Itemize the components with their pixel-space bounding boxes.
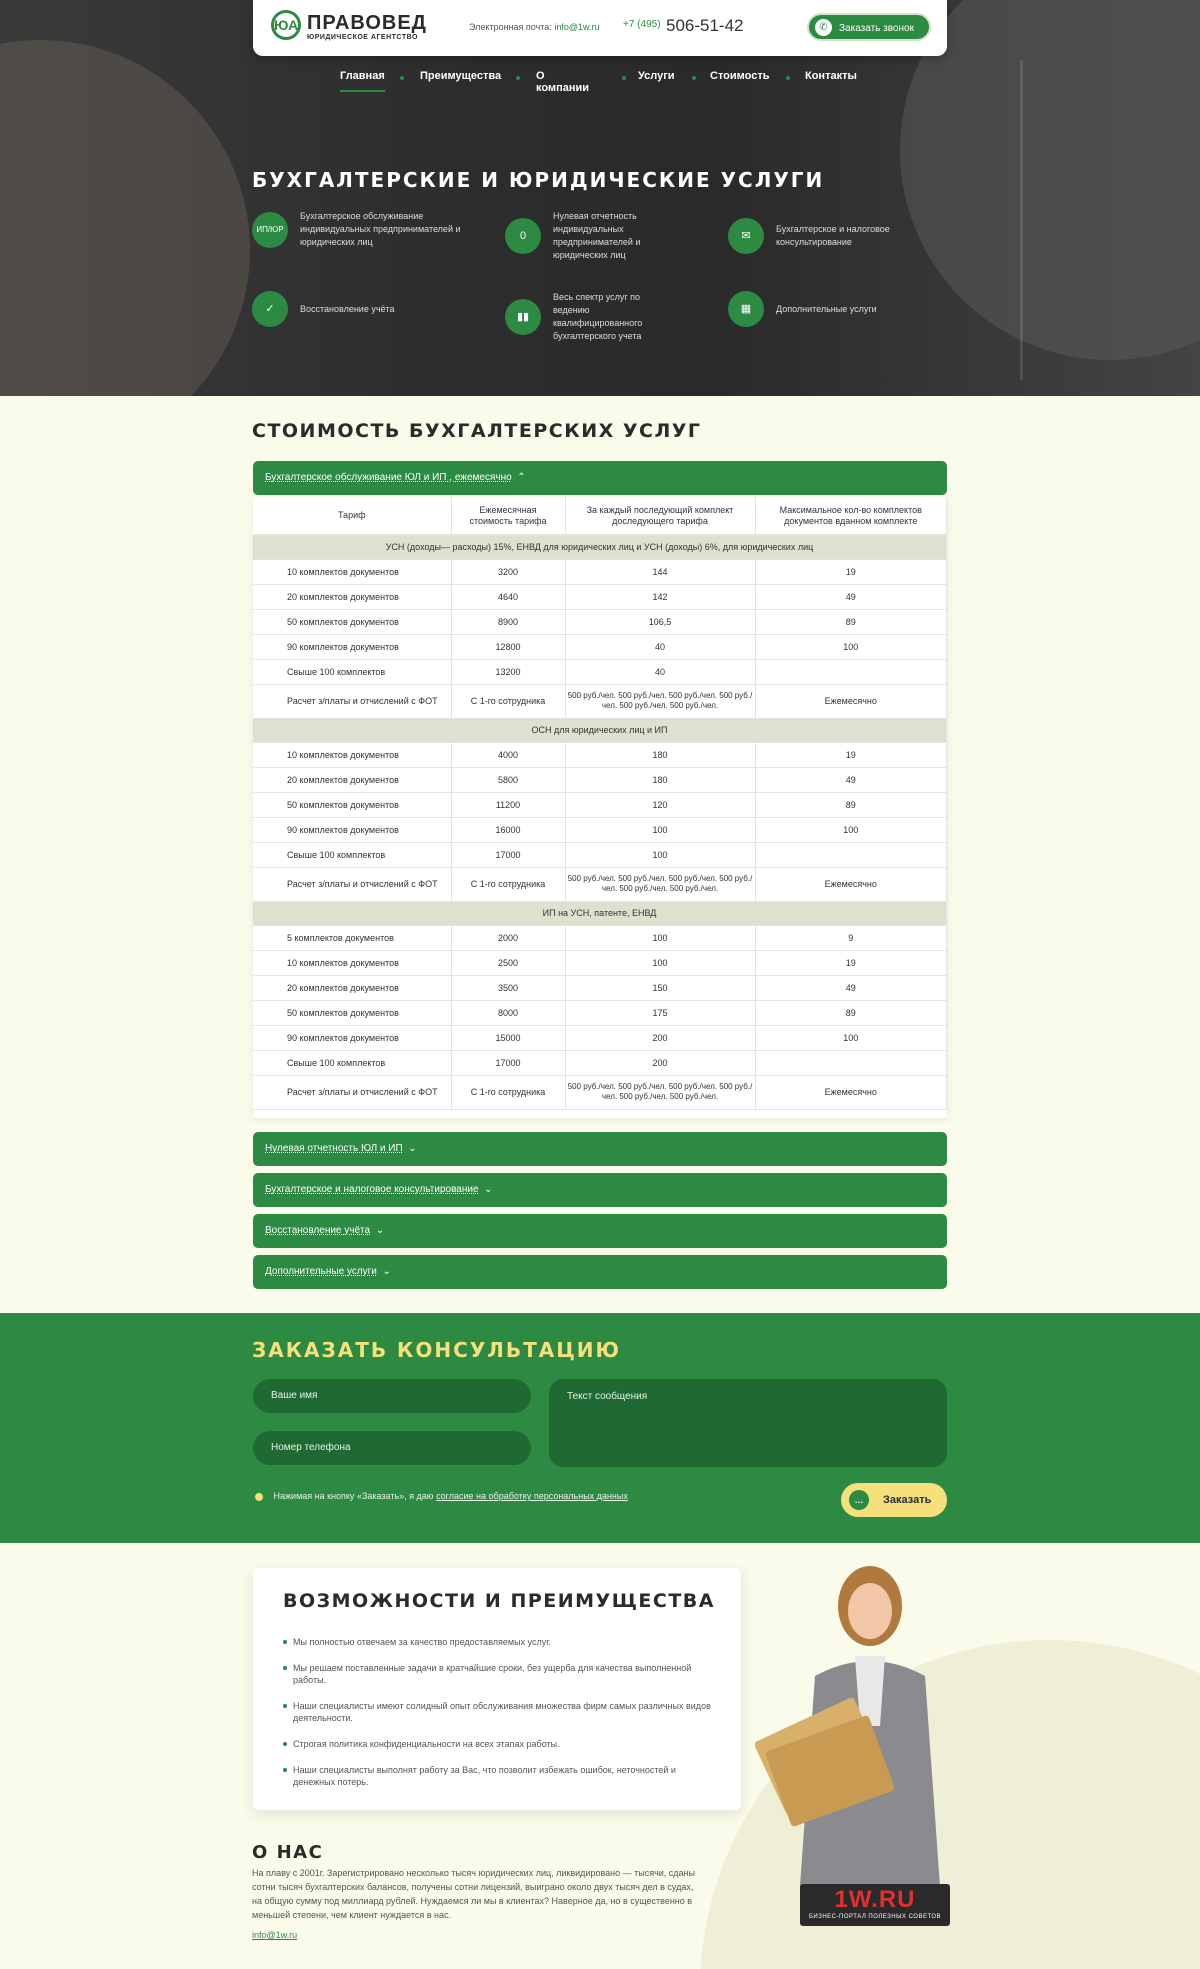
table-row [253, 1050, 947, 1075]
list-item: Строгая политика конфиденциальности на всех этапах работы. [283, 1738, 713, 1750]
table-cell: 40 [565, 634, 755, 659]
table-cell: 500 руб./чел. 500 руб./чел. 500 руб./чел. 500 руб./чел. 500 руб./чел. 500 руб./чел. [565, 1075, 755, 1109]
chat-icon: … [849, 1490, 869, 1510]
table-cell: 100 [565, 817, 755, 842]
nav-item-home[interactable]: Главная [340, 70, 385, 92]
column-header: Максимальное кол-во комплектов документов вданном комплекте [755, 497, 947, 535]
order-button[interactable] [841, 1483, 947, 1517]
table-cell: Свыше 100 комплектов [253, 842, 451, 867]
table-row [253, 925, 947, 950]
table-cell: 10 комплектов документов [253, 950, 451, 975]
restore-icon: ✓ [252, 291, 288, 327]
table-row [253, 742, 947, 767]
accordion-header-consulting[interactable] [253, 1173, 947, 1207]
table-row [253, 792, 947, 817]
name-input[interactable]: Ваше имя [253, 1379, 531, 1413]
chevron-down-icon: ⌄ [372, 1225, 385, 1236]
table-row [253, 817, 947, 842]
watermark-subtitle: БИЗНЕС-ПОРТАЛ ПОЛЕЗНЫХ СОВЕТОВ [808, 1914, 942, 1920]
watermark-title: 1W.RU [834, 1886, 916, 1913]
table-cell: Ежемесячно [755, 1075, 947, 1109]
woman-with-folders-photo [755, 1556, 955, 1886]
table-cell: 8900 [451, 609, 565, 634]
column-header: Тариф [253, 497, 451, 535]
logo-icon[interactable]: ЮА [271, 10, 301, 40]
watermark-logo [800, 1884, 950, 1926]
phone-code: +7 (495) [623, 19, 661, 30]
email-block [469, 22, 600, 32]
additional-icon: ▦ [728, 291, 764, 327]
table-row [253, 659, 947, 684]
table-row [253, 975, 947, 1000]
table-row-salary [253, 1075, 947, 1109]
order-button-label: Заказать [883, 1494, 932, 1506]
nav-separator [516, 76, 520, 80]
table-cell: С 1-го сотрудника [451, 867, 565, 901]
table-cell: 90 комплектов документов [253, 817, 451, 842]
consent-text: Нажимая на кнопку «Заказать», я даю [273, 1491, 434, 1501]
table-cell [755, 659, 947, 684]
table-cell: 12800 [451, 634, 565, 659]
phone-number[interactable]: 506-51-42 [666, 16, 744, 35]
nav-separator [786, 76, 790, 80]
table-cell: 100 [755, 634, 947, 659]
table-cell: 2000 [451, 925, 565, 950]
pricing-table [253, 497, 947, 1110]
service-label: Бухгалтерское и налоговое консультирование [776, 224, 890, 247]
table-row [253, 1025, 947, 1050]
consent-radio[interactable] [255, 1493, 263, 1501]
column-header: Ежемесячная стоимость тарифа [451, 497, 565, 535]
table-cell: 50 комплектов документов [253, 792, 451, 817]
service-label: Весь спектр услуг по ведению квалифицированного бухгалтерского учета [553, 292, 643, 341]
nav-separator [400, 76, 404, 80]
table-cell: 40 [565, 659, 755, 684]
table-row-salary [253, 867, 947, 901]
about-email-link[interactable]: info@1w.ru [252, 1930, 298, 1940]
chevron-down-icon: ⌄ [481, 1184, 493, 1195]
table-cell: Расчет з/платы и отчислений с ФОТ [253, 684, 451, 718]
table-cell: С 1-го сотрудника [451, 684, 565, 718]
table-cell: 50 комплектов документов [253, 609, 451, 634]
table-cell: 4000 [451, 742, 565, 767]
table-cell: Свыше 100 комплектов [253, 1050, 451, 1075]
advantages-card [253, 1568, 741, 1810]
table-row [253, 950, 947, 975]
table-cell: 180 [565, 742, 755, 767]
table-cell: 89 [755, 792, 947, 817]
themis-statue-image [1020, 60, 1180, 380]
table-cell: 500 руб./чел. 500 руб./чел. 500 руб./чел. 500 руб./чел. 500 руб./чел. 500 руб./чел. [565, 867, 755, 901]
accordion-header-restore[interactable] [253, 1214, 947, 1248]
consulting-icon: ✉ [728, 218, 764, 254]
consent-link[interactable]: согласие на обработку персональных данных [436, 1491, 628, 1501]
service-label: Восстановление учёта [300, 303, 395, 314]
service-item[interactable] [252, 291, 452, 327]
accordion-label: Дополнительные услуги [265, 1266, 377, 1277]
about-text: На плаву с 2001г. Зарегистрировано несколько тысяч юридических лиц, ликвидировано — тысячи, сданы сотни тысяч бухгалтерских балансов, получены сотни лицензий, выиграно около двух тысяч дел в судах, на общую сумму под миллиард рублей. Нуждаемся ли мы в клиентах? Наверное да, но в существенно в меньшей степени, чем клиент нуждается в нас. [252, 1868, 695, 1920]
accordion-label: Бухгалтерское обслуживание ЮЛ и ИП , ежемесячно [265, 472, 512, 483]
table-cell: 89 [755, 609, 947, 634]
table-cell: 5 комплектов документов [253, 925, 451, 950]
table-cell: 10 комплектов документов [253, 559, 451, 584]
email-link[interactable]: info@1w.ru [554, 22, 600, 32]
nav-separator [622, 76, 626, 80]
nav-item-pricing[interactable]: Стоимость [710, 70, 770, 82]
table-cell: 49 [755, 584, 947, 609]
group-title: УСН (доходы— расходы) 15%, ЕНВД для юридических лиц и УСН (доходы) 6%, для юридических лиц [253, 535, 947, 559]
table-cell: Свыше 100 комплектов [253, 659, 451, 684]
table-cell: 142 [565, 584, 755, 609]
table-cell: 19 [755, 742, 947, 767]
table-cell: 50 комплектов документов [253, 1000, 451, 1025]
table-cell: 19 [755, 559, 947, 584]
table-row [253, 767, 947, 792]
header-bar [253, 0, 947, 56]
zero-report-icon: 0 [505, 218, 541, 254]
table-cell: 15000 [451, 1025, 565, 1050]
table-cell: 49 [755, 767, 947, 792]
table-cell: 100 [565, 950, 755, 975]
list-item: Мы решаем поставленные задачи в кратчайшие сроки, без ущерба для качества выполненной работы. [283, 1662, 713, 1686]
consultation-form-section [0, 1313, 1200, 1543]
logo-subtitle: ЮРИДИЧЕСКОЕ АГЕНТСТВО [307, 34, 418, 41]
face-shape [848, 1583, 892, 1639]
table-cell: 2500 [451, 950, 565, 975]
table-row-salary [253, 684, 947, 718]
table-cell: 17000 [451, 1050, 565, 1075]
phone-icon: ✆ [815, 19, 832, 36]
table-row [253, 1000, 947, 1025]
call-back-label: Заказать звонок [839, 23, 914, 34]
pricing-table-body [253, 535, 947, 1109]
service-item[interactable] [505, 210, 705, 262]
group-title: ИП на УСН, патенте, ЕНВД [253, 901, 947, 925]
accordion-label: Нулевая отчетность ЮЛ и ИП [265, 1143, 403, 1154]
service-label: Бухгалтерское обслуживание индивидуальных предпринимателей и юридических лиц [300, 211, 461, 247]
phone-input[interactable]: Номер телефона [253, 1431, 531, 1465]
table-cell: 500 руб./чел. 500 руб./чел. 500 руб./чел. 500 руб./чел. 500 руб./чел. 500 руб./чел. [565, 684, 755, 718]
call-back-button[interactable] [807, 13, 931, 41]
table-cell: 49 [755, 975, 947, 1000]
accordion-header-additional[interactable] [253, 1255, 947, 1289]
table-cell: 20 комплектов документов [253, 975, 451, 1000]
list-item: Мы полностью отвечаем за качество предоставляемых услуг. [283, 1636, 713, 1648]
table-group-row [253, 901, 947, 925]
table-cell: 200 [565, 1050, 755, 1075]
accordion-open-header[interactable] [253, 461, 947, 495]
ip-ur-icon: ИП/ЮР [252, 212, 288, 248]
column-header: За каждый последующий комплект доследующего тарифа [565, 497, 755, 535]
pricing-table-container [253, 497, 947, 1118]
table-cell: 200 [565, 1025, 755, 1050]
table-cell: 16000 [451, 817, 565, 842]
table-cell: Ежемесячно [755, 684, 947, 718]
table-cell: 100 [565, 842, 755, 867]
table-row [253, 609, 947, 634]
table-cell: 89 [755, 1000, 947, 1025]
group-title: ОСН для юридических лиц и ИП [253, 718, 947, 742]
message-textarea[interactable]: Текст сообщения [549, 1379, 947, 1467]
table-row [253, 842, 947, 867]
table-cell: 9 [755, 925, 947, 950]
table-group-row [253, 718, 947, 742]
consultation-title: ЗАКАЗАТЬ КОНСУЛЬТАЦИЮ [252, 1338, 621, 1362]
service-label: Нулевая отчетность индивидуальных предпринимателей и юридических лиц [553, 211, 641, 260]
list-item: Наши специалисты выполнят работу за Вас, что позволит избежать ошибок, неточностей и денежных потерь. [283, 1764, 713, 1788]
table-cell: 20 комплектов документов [253, 584, 451, 609]
service-item[interactable] [252, 210, 482, 249]
nav-item-about[interactable]: О компании [536, 70, 590, 94]
consent-row [255, 1491, 628, 1501]
advantages-list [283, 1636, 713, 1802]
table-cell: 175 [565, 1000, 755, 1025]
table-cell: 90 комплектов документов [253, 634, 451, 659]
table-row [253, 584, 947, 609]
table-cell: 100 [755, 1025, 947, 1050]
table-cell: 8000 [451, 1000, 565, 1025]
advantages-title: ВОЗМОЖНОСТИ И ПРЕИМУЩЕСТВА [283, 1590, 715, 1612]
hero-section [0, 0, 1200, 396]
table-group-row [253, 535, 947, 559]
table-cell: 19 [755, 950, 947, 975]
table-cell [755, 842, 947, 867]
table-cell: 13200 [451, 659, 565, 684]
nav-item-advantages[interactable]: Преимущества [420, 70, 502, 82]
table-cell: Расчет з/платы и отчислений с ФОТ [253, 867, 451, 901]
pricing-title: СТОИМОСТЬ БУХГАЛТЕРСКИХ УСЛУГ [252, 420, 702, 442]
table-cell: 3500 [451, 975, 565, 1000]
table-cell: 180 [565, 767, 755, 792]
service-item[interactable] [505, 291, 705, 343]
nav-item-contacts[interactable]: Контакты [805, 70, 857, 82]
table-cell: 100 [755, 817, 947, 842]
table-cell: 17000 [451, 842, 565, 867]
accordion-header-zero-reporting[interactable] [253, 1132, 947, 1166]
table-cell: 5800 [451, 767, 565, 792]
table-cell: С 1-го сотрудника [451, 1075, 565, 1109]
email-label: Электронная почта: [469, 22, 552, 32]
service-label: Дополнительные услуги [776, 303, 877, 314]
table-cell: 120 [565, 792, 755, 817]
logo-title[interactable]: ПРАВОВЕД [307, 12, 427, 34]
table-cell: 144 [565, 559, 755, 584]
table-cell: 11200 [451, 792, 565, 817]
list-item: Наши специалисты имеют солидный опыт обслуживания множества фирм самых различных видов деятельности. [283, 1700, 713, 1724]
chevron-up-icon: ⌃ [514, 472, 526, 483]
nav-separator [692, 76, 696, 80]
nav-item-services[interactable]: Услуги [638, 70, 675, 82]
table-cell: 150 [565, 975, 755, 1000]
table-cell: 100 [565, 925, 755, 950]
hero-decor-circle-left [0, 40, 250, 396]
table-cell: 3200 [451, 559, 565, 584]
chevron-down-icon: ⌄ [405, 1143, 417, 1154]
table-cell: 10 комплектов документов [253, 742, 451, 767]
service-item[interactable] [728, 218, 928, 254]
table-row [253, 559, 947, 584]
accordion-label: Бухгалтерское и налоговое консультирование [265, 1184, 479, 1195]
service-item[interactable] [728, 291, 928, 327]
full-spectrum-icon: ▮▮ [505, 299, 541, 335]
hero-title: БУХГАЛТЕРСКИЕ И ЮРИДИЧЕСКИЕ УСЛУГИ [252, 168, 825, 192]
chevron-down-icon: ⌄ [379, 1266, 391, 1277]
accordion-label: Восстановление учёта [265, 1225, 371, 1236]
table-cell [755, 1050, 947, 1075]
table-cell: Расчет з/платы и отчислений с ФОТ [253, 1075, 451, 1109]
table-row [253, 634, 947, 659]
table-cell: 20 комплектов документов [253, 767, 451, 792]
table-cell: 90 комплектов документов [253, 1025, 451, 1050]
table-header-row [253, 497, 947, 535]
table-cell: 106,5 [565, 609, 755, 634]
table-cell: Ежемесячно [755, 867, 947, 901]
about-title: О НАС [252, 1842, 324, 1863]
table-cell: 4640 [451, 584, 565, 609]
